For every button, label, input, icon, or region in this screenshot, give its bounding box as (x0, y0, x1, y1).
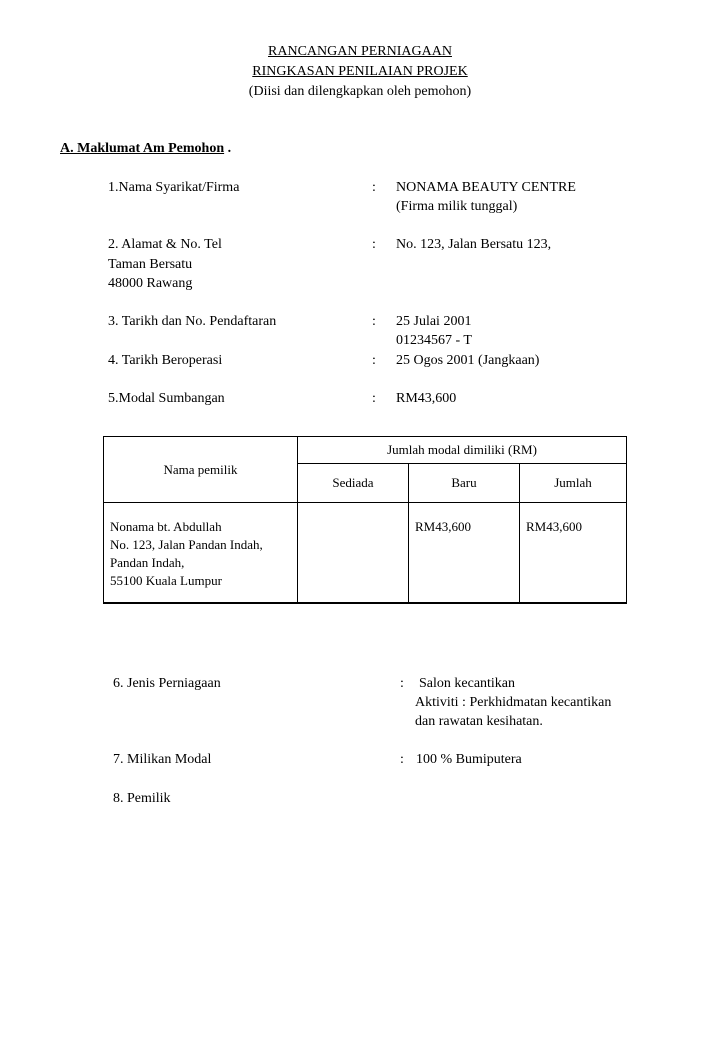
col-header-jumlah: Jumlah (520, 464, 627, 503)
field-6-activity-cont: dan rawatan kesihatan. (415, 714, 543, 729)
document-subtitle-heading: RINGKASAN PENILAIAN PROJEK (252, 64, 468, 79)
owner-name: Nonama bt. Abdullah (110, 519, 222, 534)
field-7-value: 100 % Bumiputera (416, 752, 522, 767)
document-instruction: (Diisi dan dilengkapkan oleh pemohon) (248, 84, 472, 99)
field-2-address-line2: Taman Bersatu (108, 257, 193, 272)
field-4-label: 4. Tarikh Beroperasi (108, 353, 223, 368)
field-4-colon: : (372, 353, 376, 368)
field-8-label: 8. Pemilik (113, 791, 171, 806)
col-header-sediada: Sediada (298, 464, 409, 503)
table-row (104, 503, 627, 603)
owner-capital-table (103, 436, 627, 604)
col-header-owner: Nama pemilik (104, 437, 298, 503)
field-7-label: 7. Milikan Modal (113, 752, 212, 767)
field-5-label: 5.Modal Sumbangan (108, 391, 225, 406)
field-2-colon: : (372, 237, 376, 252)
field-6-activity: Aktiviti : Perkhidmatan kecantikan (415, 695, 612, 710)
field-6-colon: : (400, 676, 404, 691)
field-6-value: Salon kecantikan (419, 676, 516, 691)
section-a-heading (60, 141, 231, 157)
field-2-value: No. 123, Jalan Bersatu 123, (396, 237, 552, 252)
section-a-title: A. Maklumat Am Pemohon (60, 141, 225, 156)
field-7-colon: : (400, 752, 404, 767)
field-2-label: 2. Alamat & No. Tel (108, 237, 222, 252)
owner-address-line2: Pandan Indah, (110, 555, 185, 570)
cell-sediada (298, 503, 409, 603)
field-6-label: 6. Jenis Perniagaan (113, 676, 221, 691)
field-4-value: 25 Ogos 2001 (Jangkaan) (396, 353, 540, 368)
field-5-value: RM43,600 (396, 391, 457, 406)
document-title: RANCANGAN PERNIAGAAN (268, 44, 452, 59)
owner-name-cell (104, 503, 298, 603)
field-1-value-note: (Firma milik tunggal) (396, 199, 518, 214)
field-3-reg-number: 01234567 - T (396, 333, 472, 348)
field-3-colon: : (372, 314, 376, 329)
col-header-baru: Baru (409, 464, 520, 503)
col-header-capital-group: Jumlah modal dimiliki (RM) (298, 437, 627, 464)
field-3-label: 3. Tarikh dan No. Pendaftaran (108, 314, 277, 329)
section-a-suffix: . (224, 141, 232, 156)
owner-address-line1: No. 123, Jalan Pandan Indah, (110, 537, 263, 552)
field-2-address-line3: 48000 Rawang (108, 276, 193, 291)
field-1-label: 1.Nama Syarikat/Firma (108, 180, 240, 195)
field-1-value: NONAMA BEAUTY CENTRE (396, 180, 576, 195)
cell-jumlah: RM43,600 (520, 503, 627, 603)
field-3-date: 25 Julai 2001 (396, 314, 472, 329)
owner-address-line3: 55100 Kuala Lumpur (110, 573, 222, 588)
field-1-colon: : (372, 180, 376, 195)
field-5-colon: : (372, 391, 376, 406)
cell-baru: RM43,600 (409, 503, 520, 603)
